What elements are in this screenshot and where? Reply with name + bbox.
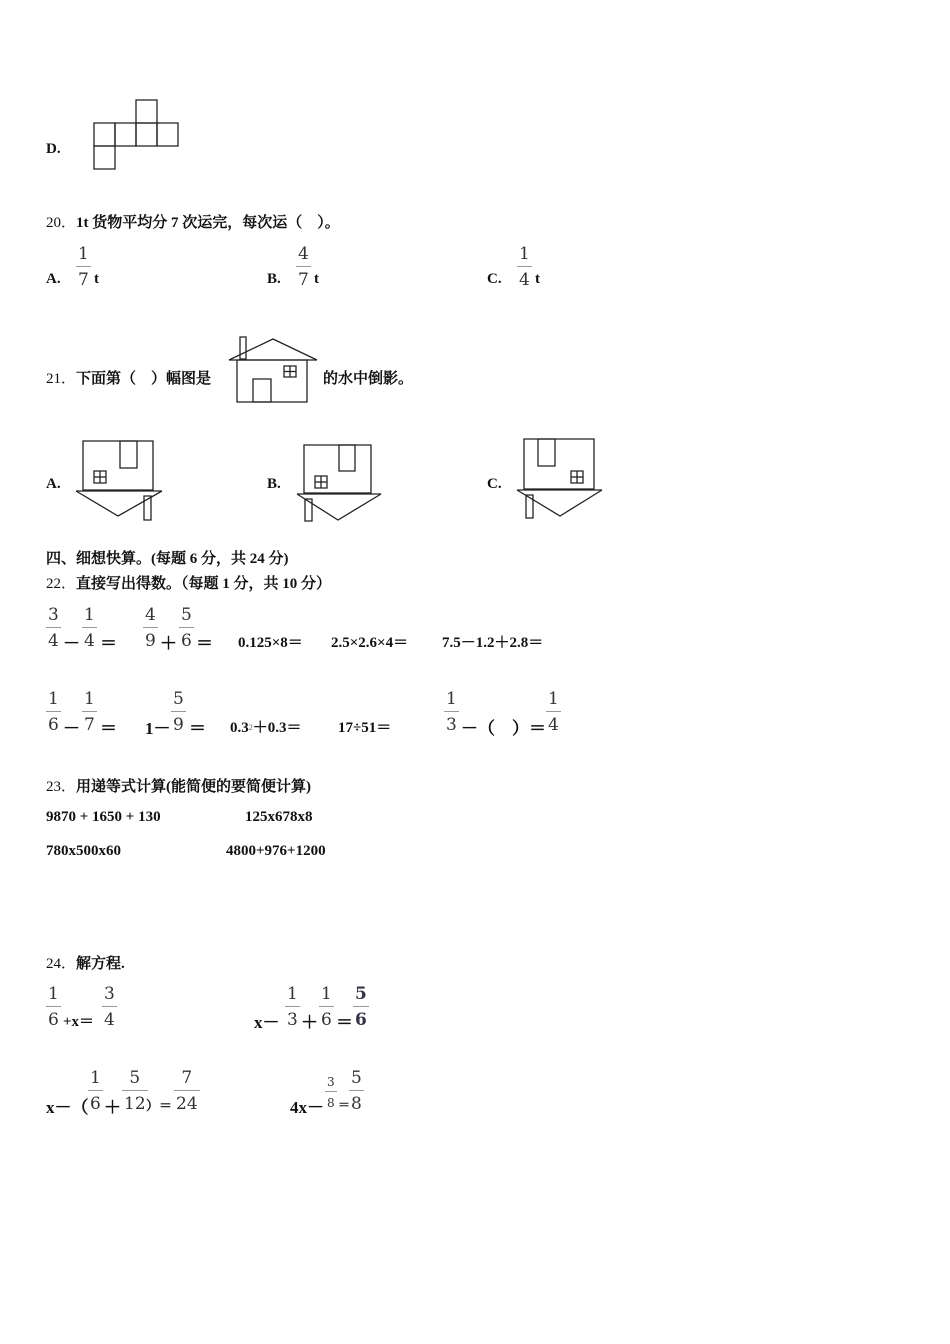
- reflection-option-a-figure: [75, 440, 165, 522]
- q24-eq1-fraction-b: [102, 986, 117, 1029]
- q20-option-a-label: A.: [46, 271, 61, 287]
- q21-stem-after: 的水中倒影。: [323, 371, 414, 387]
- fraction-denominator: 9: [173, 715, 184, 735]
- fraction-numerator: 5: [173, 689, 184, 709]
- q24-eq4-prefix: 4x－: [290, 1098, 324, 1117]
- q22-r2e1-equals: ＝: [100, 719, 117, 738]
- fraction-numerator: 1: [90, 1068, 101, 1088]
- q23-item-2: 125x678x8: [245, 809, 313, 825]
- q22-r1e2-operator: ＋: [160, 634, 177, 653]
- q20-option-a-unit: t: [94, 271, 99, 287]
- fraction-denominator: 9: [145, 631, 156, 651]
- q21-option-a-label: A.: [46, 476, 61, 492]
- q24-eq3-prefix: x－（: [46, 1098, 89, 1117]
- q22-r2e1-operator: －: [63, 719, 80, 738]
- fraction-denominator: 6: [181, 631, 192, 651]
- reflection-option-b-figure: [296, 444, 386, 524]
- fraction-denominator: 6: [48, 715, 59, 735]
- q22-r1e1-equals: ＝: [100, 634, 117, 653]
- q24-eq3-fraction-b: [122, 1070, 148, 1113]
- fraction-denominator: 12: [124, 1094, 146, 1114]
- fraction-denominator: 8: [327, 1096, 335, 1110]
- q24-eq4-equals: ＝: [338, 1098, 351, 1112]
- fraction-numerator: 5: [355, 984, 367, 1004]
- fraction-numerator: 1: [78, 244, 89, 264]
- q22-r1e5: 7.5－1.2＋2.8＝: [442, 635, 544, 651]
- q23-item-1: 9870 + 1650 + 130: [46, 809, 161, 825]
- fraction-numerator: 1: [48, 689, 59, 709]
- q21-text-before: 下面第（ ）幅图是: [76, 371, 212, 387]
- fraction-denominator: 7: [84, 715, 95, 735]
- q23-item-3: 780x500x60: [46, 843, 121, 859]
- q24-eq1-fraction-a: [46, 986, 61, 1029]
- q24-eq2-fraction-c: [353, 986, 369, 1029]
- q20-text: 1t 货物平均分 7 次运完，每次运（ ）。: [76, 215, 340, 231]
- fraction-denominator: 4: [519, 270, 530, 290]
- fraction-denominator: 7: [78, 270, 89, 290]
- q22-r1e1-fraction-a: [46, 607, 61, 650]
- fraction-denominator: 6: [321, 1010, 332, 1030]
- q20-option-c-label: C.: [487, 271, 502, 287]
- fraction-denominator: 4: [84, 631, 95, 651]
- fraction-numerator: 1: [84, 605, 95, 625]
- q22-number: 22．: [46, 576, 77, 592]
- q24-number: 24．: [46, 956, 77, 972]
- fraction-numerator: 1: [321, 984, 332, 1004]
- q24-eq3-operator: ＋: [104, 1098, 121, 1117]
- q23-stem: [46, 775, 311, 796]
- q21-stem-before: [46, 367, 211, 388]
- fraction-denominator: 6: [48, 1010, 59, 1030]
- q22-r1e4: 2.5×2.6×4＝: [331, 635, 409, 651]
- q22-r2e3-base: 0.3: [230, 720, 249, 736]
- fraction-numerator: 5: [181, 605, 192, 625]
- fraction-numerator: 1: [446, 689, 457, 709]
- q22-r2e1-fraction-a: [46, 691, 61, 734]
- q22-r1e3: 0.125×8＝: [238, 635, 303, 651]
- q24-eq3-close: ）＝: [146, 1098, 173, 1113]
- q22-r2e2-fraction: [171, 691, 186, 734]
- q20-option-c-unit: t: [535, 271, 540, 287]
- q22-r2e5-fraction-b: [546, 691, 561, 734]
- q20-stem: [46, 211, 340, 232]
- q24-eq3-fraction-a: [88, 1070, 103, 1113]
- q22-r1e1-operator: －: [63, 634, 80, 653]
- q24-eq2-fraction-a: [285, 986, 300, 1029]
- fraction-numerator: 1: [287, 984, 298, 1004]
- q20-number: 20．: [46, 215, 77, 231]
- q24-eq3-fraction-c: [174, 1070, 200, 1113]
- q22-r2e1-fraction-b: [82, 691, 97, 734]
- fraction-denominator: 4: [48, 631, 59, 651]
- fraction-denominator: 4: [104, 1010, 115, 1030]
- fraction-denominator: 3: [287, 1010, 298, 1030]
- q20-option-b-label: B.: [267, 271, 281, 287]
- fraction-numerator: 3: [48, 605, 59, 625]
- house-figure: [228, 335, 320, 405]
- fraction-numerator: 4: [298, 244, 309, 264]
- q24-eq4-fraction-a: [325, 1076, 337, 1109]
- fraction-numerator: 1: [84, 689, 95, 709]
- q20-option-b-unit: t: [314, 271, 319, 287]
- fraction-numerator: 4: [145, 605, 156, 625]
- fraction-numerator: 3: [327, 1075, 335, 1089]
- q24-stem: [46, 952, 125, 973]
- fraction-numerator: 5: [351, 1068, 362, 1088]
- q22-text: 直接写出得数。（每题 1 分，共 10 分）: [76, 576, 332, 592]
- fraction-numerator: 1: [548, 689, 559, 709]
- q20-option-b-fraction: [296, 246, 311, 289]
- fraction-denominator: 3: [446, 715, 457, 735]
- q21-option-b-label: B.: [267, 476, 281, 492]
- reflection-option-c-figure: [516, 438, 606, 522]
- q20-option-c-fraction: [517, 246, 532, 289]
- q24-eq2-operator: ＋: [301, 1013, 318, 1032]
- fraction-denominator: 8: [351, 1094, 362, 1114]
- fraction-numerator: 5: [129, 1068, 141, 1088]
- q22-r2e2-prefix: 1－: [145, 719, 171, 738]
- q22-r2e3: [230, 716, 302, 737]
- q22-r2e2-equals: ＝: [189, 719, 206, 738]
- q22-r2e3-exponent: 2: [248, 723, 253, 732]
- q24-eq4-fraction-b: [349, 1070, 364, 1113]
- q24-eq2-equals: ＝: [336, 1013, 353, 1032]
- q21-number: 21．: [46, 371, 77, 387]
- q20-option-a-fraction: [76, 246, 91, 289]
- q22-r1e1-fraction-b: [82, 607, 97, 650]
- q22-r1e2-equals: ＝: [196, 634, 213, 653]
- fraction-numerator: 7: [181, 1068, 193, 1088]
- q22-stem: [46, 572, 331, 593]
- q22-r2e5-fraction-a: [444, 691, 459, 734]
- q21-option-c-label: C.: [487, 476, 502, 492]
- fraction-denominator: 4: [548, 715, 559, 735]
- fraction-numerator: 1: [519, 244, 530, 264]
- fraction-numerator: 3: [104, 984, 115, 1004]
- fraction-denominator: 6: [355, 1010, 367, 1030]
- cube-net-figure: [93, 99, 181, 171]
- q24-text: 解方程.: [76, 956, 125, 972]
- q22-r2e5-middle: －（ ）＝: [461, 719, 546, 738]
- q22-r1e2-fraction-b: [179, 607, 194, 650]
- q24-eq2-prefix: x－: [254, 1013, 280, 1032]
- q24-eq1-middle: +x＝: [63, 1014, 95, 1030]
- q23-number: 23．: [46, 779, 77, 795]
- q23-item-4: 4800+976+1200: [226, 843, 326, 859]
- q23-text: 用递等式计算(能简便的要简便计算): [76, 779, 312, 795]
- fraction-denominator: 6: [90, 1094, 101, 1114]
- fraction-denominator: 24: [176, 1094, 198, 1114]
- fraction-denominator: 7: [298, 270, 309, 290]
- q24-eq2-fraction-b: [319, 986, 334, 1029]
- q22-r2e4: 17÷51＝: [338, 720, 392, 736]
- section-4-title: 四、细想快算。(每题 6 分，共 24 分): [46, 551, 289, 567]
- q22-r2e3-rest: ＋0.3＝: [252, 720, 302, 736]
- q22-r1e2-fraction-a: [143, 607, 158, 650]
- q19-option-d-label: D.: [46, 141, 61, 157]
- fraction-numerator: 1: [48, 984, 59, 1004]
